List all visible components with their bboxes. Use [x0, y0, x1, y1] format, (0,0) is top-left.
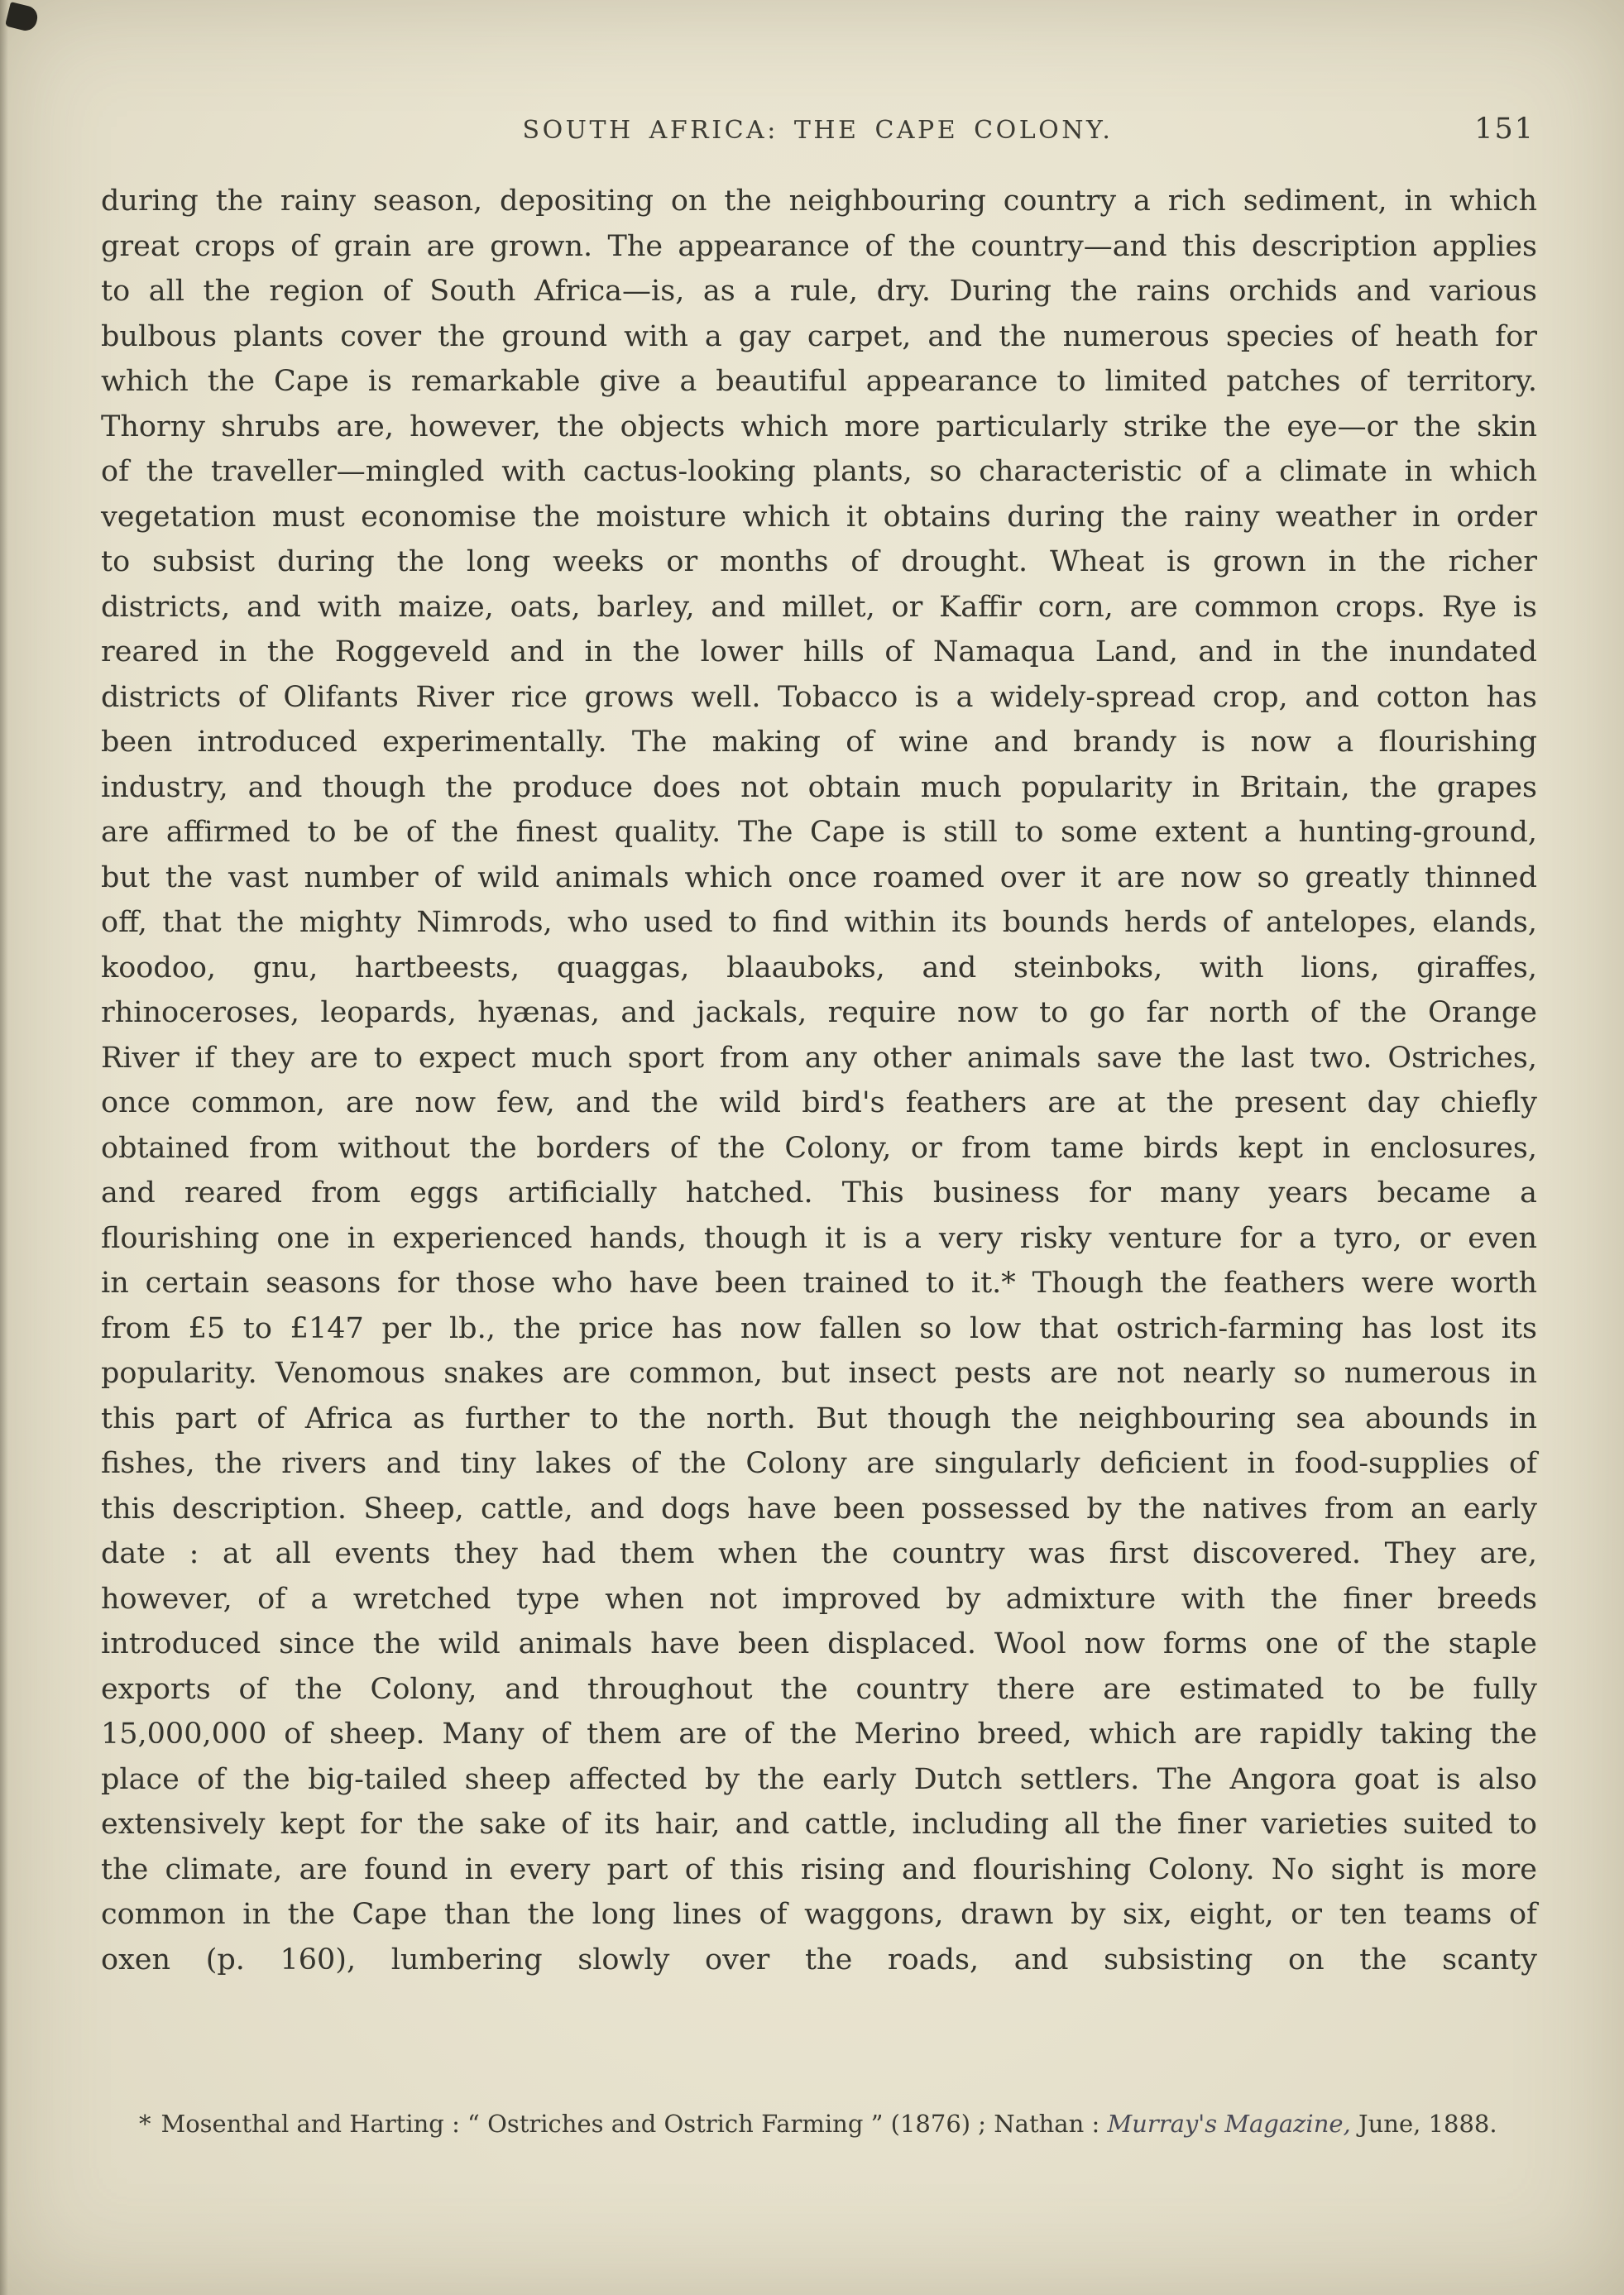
page-number: 151: [1474, 113, 1535, 146]
footnote-text: Mosenthal and Harting : “ Ostriches and Ostrich Farming ” (1876) ; Nathan :: [160, 2110, 1108, 2138]
body-paragraph: during the rainy season, depositing on the neighbouring country a rich sediment, in which great crops of grain are grown. The appearance of the country—and this description applies to all the region of South Africa—is, as a rule, dry. During the rains orchids and various bulbous plants cover the ground with a gay carpet, and the numerous species of heath for which the Cape is remarkable give a beautiful appearance to limited patches of territory. Thorny shrubs are, however, the objects which more particularly strike the eye—or the skin of the traveller—mingled with cactus-looking plants, so characteristic of a climate in which vegetation must economise the moisture which it obtains during the rainy weather in order to subsist during the long weeks or months of drought. Wheat is grown in the richer districts, and with maize, oats, barley, and millet, or Kaffir corn, are common crops. Rye is reared in the Roggeveld and in the lower hills of Namaqua Land, and in the inundated districts of Olifants River rice grows well. Tobacco is a widely-spread crop, and cotton has been introduced experimentally. The making of wine and brandy is now a flourishing industry, and though the produce does not obtain much popularity in Britain, the grapes are affirmed to be of the finest quality. The Cape is still to some extent a hunting-ground, but the vast number of wild animals which once roamed over it are now so greatly thinned off, that the mighty Nimrods, who used to find within its bounds herds of antelopes, elands, koodoo, gnu, hartbeests, quaggas, blaauboks, and steinboks, with lions, giraffes, rhinoceroses, leopards, hyænas, and jackals, require now to go far north of the Orange River if they are to expect much sport from any other animals save the last two. Ostriches, once common, are now few, and the wild bird's feathers are at the present day chiefly obtained from without the borders of the Colony, or from tame birds kept in enclosures, and reared from eggs artificially hatched. This business for many years became a flourishing one in experienced hands, though it is a very risky venture for a tyro, or even in certain seasons for those who have been trained to it.* Though the feathers were worth from £5 to £147 per lb., the price has now fallen so low that ostrich-farming has lost its popularity. Venomous snakes are common, but insect pests are not nearly so numerous in this part of Africa as further to the north. But though the neighbouring sea abounds in fishes, the rivers and tiny lakes of the Colony are singularly deficient in food-supplies of this description. Sheep, cattle, and dogs have been possessed by the natives from an early date : at all events they had them when the country was first discovered. They are, however, of a wretched type when not improved by admixture with the finer breeds introduced since the wild animals have been displaced. Wool now forms one of the staple exports of the Colony, and throughout the country there are estimated to be fully 15,000,000 of sheep. Many of them are of the Merino breed, which are rapidly taking the place of the big-tailed sheep affected by the early Dutch settlers. The Angora goat is also extensively kept for the sake of its hair, and cattle, including all the finer varieties suited to the climate, are found in every part of this rising and flourishing Colony. No sight is more common in the Cape than the long lines of waggons, drawn by six, eight, or ten teams of oxen (p. 160), lumbering slowly over the roads, and subsisting on the scanty: [101, 184, 1537, 1976]
footnote-text-after: June, 1888.: [1350, 2110, 1497, 2138]
footnote-marker: *: [139, 2110, 151, 2138]
scan-artifact: [5, 2, 40, 33]
footnote: [139, 2108, 1535, 2139]
page-header: [101, 113, 1535, 151]
page-edge-shadow: [0, 0, 8, 2295]
running-title: SOUTH AFRICA: THE CAPE COLONY.: [522, 116, 1114, 145]
footnote-italic-citation: Murray's Magazine,: [1107, 2110, 1351, 2138]
